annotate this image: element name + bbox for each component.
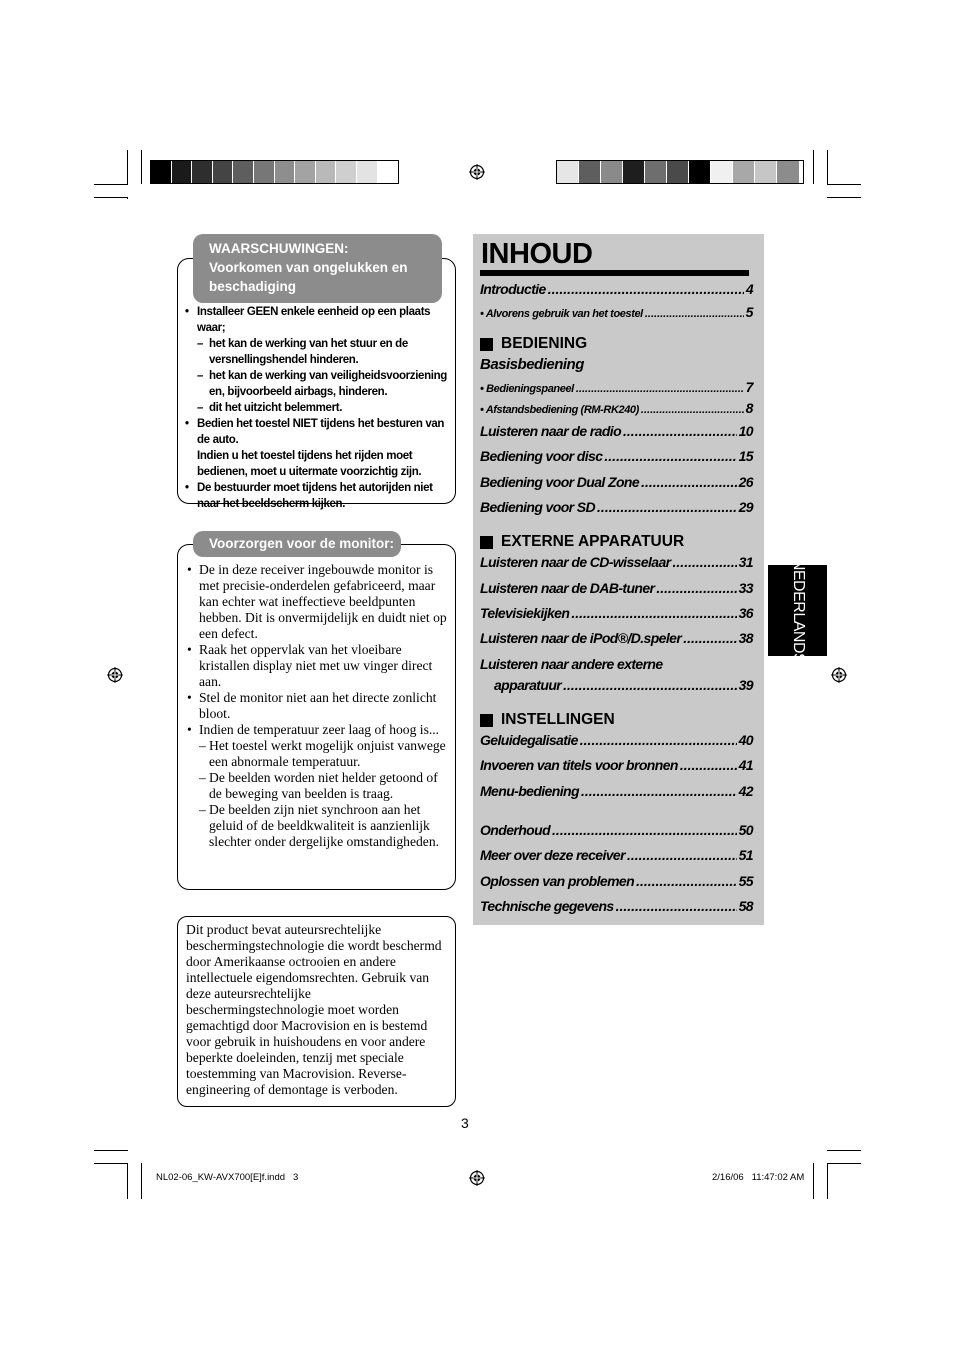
monitor-header: Voorzorgen voor de monitor: <box>193 531 401 557</box>
toc-entry[interactable]: Technische gegevens ..... 58 <box>480 898 753 914</box>
warnings-list <box>185 304 449 512</box>
toc-entry[interactable]: Menu-bediening ..... 42 <box>480 783 753 799</box>
title-rule <box>480 270 749 276</box>
list-item: • Bedien het toestel NIET tijdens het besturen van de auto. Indien u het toestel tijdens het rijden moet bedienen, moet u uitermate voorzichtig zijn. <box>185 416 449 480</box>
list-item: • Installeer GEEN enkele eenheid op een plaats waar; – het kan de werking van het stuur en de versnellingshendel hinderen. – het kan de werking van veiligheidsvoorziening en, bijvoorbeeld airbags, hinderen. – dit het uitzicht belemmert. <box>185 304 449 416</box>
toc-panel <box>473 234 764 925</box>
section-instellingen: INSTELLINGEN <box>480 711 615 729</box>
list-item: – het kan de werking van veiligheidsvoorziening en, bijvoorbeeld airbags, hinderen. <box>197 368 449 400</box>
page-number: 3 <box>461 1115 469 1131</box>
color-swatch <box>213 161 234 183</box>
color-swatch <box>689 161 711 183</box>
color-swatch <box>172 161 193 183</box>
toc-entry[interactable]: Televisiekijken ..... 36 <box>480 605 753 621</box>
color-swatch <box>645 161 667 183</box>
list-item: • Raak het oppervlak van het vloeibare kristallen display niet met uw vinger direct aan. <box>187 642 449 690</box>
toc-entry[interactable]: Luisteren naar de iPod®/D.speler ..... 38 <box>480 630 753 646</box>
subheading: Basisbediening <box>480 356 584 373</box>
color-swatch <box>623 161 645 183</box>
section-extern: EXTERNE APPARATUUR <box>480 533 684 551</box>
list-item: – dit het uitzicht belemmert. <box>197 400 449 416</box>
toc-entry[interactable]: Invoeren van titels voor bronnen ..... 41 <box>480 757 753 773</box>
toc-entry[interactable]: • Afstandsbediening (RM-RK240) ..... 8 <box>480 400 753 416</box>
color-swatch <box>275 161 296 183</box>
list-item: – Het toestel werkt mogelijk onjuist vanwege een abnormale temperatuur. <box>199 738 449 770</box>
color-bar-left <box>150 160 399 184</box>
toc-entry[interactable]: • Alvorens gebruik van het toestel ..... 5 <box>480 304 753 320</box>
color-swatch <box>777 161 799 183</box>
registration-mark-icon <box>831 667 847 683</box>
color-swatch <box>151 161 172 183</box>
registration-mark-icon <box>107 667 123 683</box>
color-swatch <box>557 161 579 183</box>
list-item: • Stel de monitor niet aan het directe zonlicht bloot. <box>187 690 449 722</box>
square-icon <box>480 536 493 549</box>
color-swatch <box>667 161 689 183</box>
color-swatch <box>711 161 733 183</box>
color-swatch <box>295 161 316 183</box>
color-swatch <box>233 161 254 183</box>
toc-entry[interactable]: Meer over deze receiver ..... 51 <box>480 847 753 863</box>
copyright-text: Dit product bevat auteursrechtelijke beschermingstechnologie die wordt beschermd door Amerikaanse octrooien en andere intellectuele eigendomsrechten. Gebruik van deze auteursrechtelijke beschermingstechnologie moet worden gemachtigd door Macrovision en is bestemd voor gebruik in huishoudens en voor andere beperkte doeleinden, tenzij met speciale toestemming van Macrovision. Reverse-engineering of demontage is verboden. <box>186 922 442 1097</box>
toc-entry[interactable]: • Bedieningspaneel ..... 7 <box>480 379 753 395</box>
toc-entry-line1[interactable]: Luisteren naar andere externe <box>480 656 663 672</box>
square-icon <box>480 338 493 351</box>
toc-entry[interactable]: Bediening voor SD ..... 29 <box>480 499 753 515</box>
list-item: • De in deze receiver ingebouwde monitor is met precisie-onderdelen gefabriceerd, maar kan echter wat ineffectieve beeldpunten hebben. Dit is onvermijdelijk en duidt niet op een defect. <box>187 562 449 642</box>
list-item: • Indien de temperatuur zeer laag of hoog is... – Het toestel werkt mogelijk onjuist vanwege een abnormale temperatuur. – De beelden worden niet helder getoond of de beweging van beelden is traag. – De beelden zijn niet synchroon aan het geluid of de beeldkwaliteit is aanzienlijk slechter onder dergelijke omstandigheden. <box>187 722 449 850</box>
list-item: – De beelden worden niet helder getoond of de beweging van beelden is traag. <box>199 770 449 802</box>
toc-entry[interactable]: Onderhoud ..... 50 <box>480 822 753 838</box>
color-swatch <box>601 161 623 183</box>
color-swatch <box>357 161 378 183</box>
list-item-continuation: – De beelden zijn niet synchroon aan het geluid of de beeldkwaliteit is aanzienlijk slechter onder dergelijke omstandigheden. <box>199 802 449 850</box>
color-swatch <box>755 161 777 183</box>
registration-mark-icon <box>469 1170 485 1186</box>
toc-entry[interactable]: Luisteren naar de CD-wisselaar ..... 31 <box>480 554 753 570</box>
toc-entry[interactable]: Bediening voor Dual Zone ..... 26 <box>480 474 753 490</box>
section-bediening: BEDIENING <box>480 335 587 353</box>
toc-entry[interactable]: apparatuur ..... 39 <box>494 677 753 693</box>
color-swatch <box>254 161 275 183</box>
toc-entry[interactable]: Luisteren naar de radio ..... 10 <box>480 423 753 439</box>
toc-entry[interactable]: Bediening voor disc ..... 15 <box>480 448 753 464</box>
color-swatch <box>192 161 213 183</box>
registration-mark-icon <box>469 164 485 180</box>
toc-entry[interactable]: Introductie ..... 4 <box>480 281 753 297</box>
page-title: INHOUD <box>481 238 593 270</box>
monitor-list <box>187 562 449 850</box>
toc-entry[interactable]: Geluidegalisatie ..... 40 <box>480 732 753 748</box>
list-item: – het kan de werking van het stuur en de versnellingshendel hinderen. <box>197 336 449 368</box>
warnings-header: WAARSCHUWINGEN: Voorkomen van ongelukken en beschadiging <box>193 234 442 303</box>
color-swatch <box>336 161 357 183</box>
color-swatch <box>579 161 601 183</box>
color-swatch <box>316 161 337 183</box>
footer-file: NL02-06_KW-AVX700[E]f.indd 3 <box>156 1172 299 1183</box>
color-swatch <box>733 161 755 183</box>
square-icon <box>480 714 493 727</box>
toc-entry[interactable]: Oplossen van problemen ..... 55 <box>480 873 753 889</box>
list-item: • De bestuurder moet tijdens het autorijden niet naar het beeldscherm kijken. <box>185 480 449 512</box>
toc-entry[interactable]: Luisteren naar de DAB-tuner ..... 33 <box>480 580 753 596</box>
language-tab: NEDERLANDS <box>768 565 827 656</box>
color-bar-right <box>556 160 804 184</box>
footer-date: 2/16/06 11:47:02 AM <box>712 1172 805 1183</box>
color-swatch <box>378 161 399 183</box>
